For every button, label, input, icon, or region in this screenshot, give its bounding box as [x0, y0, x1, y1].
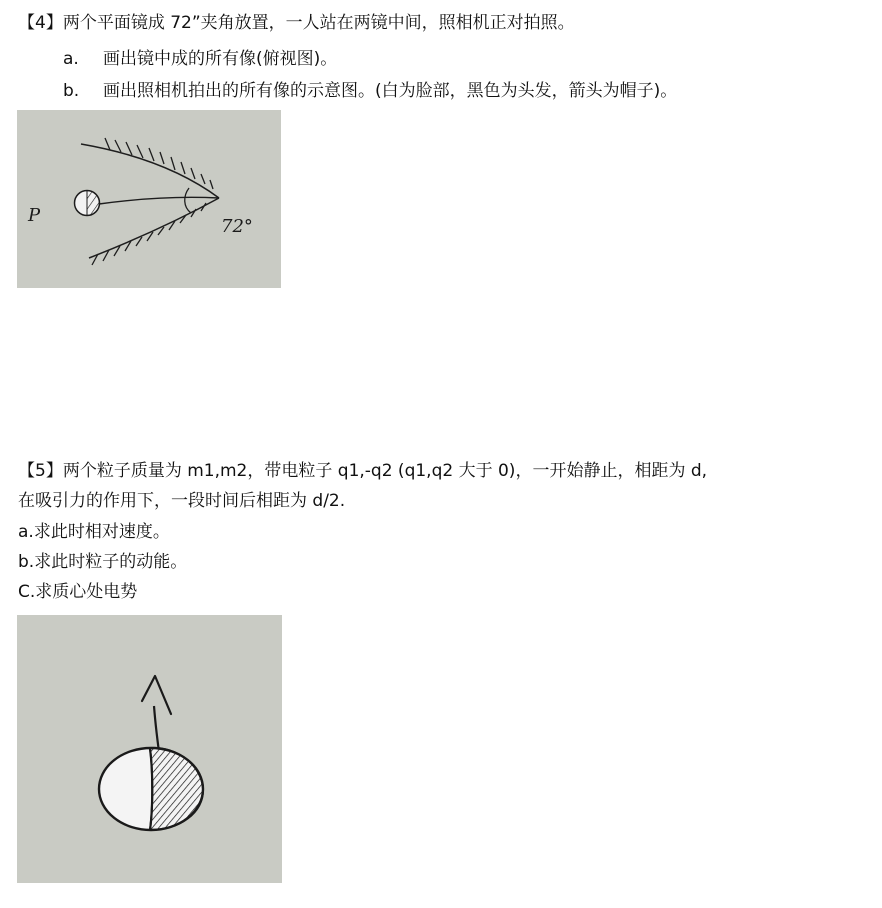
upper-mirror-hatch [105, 138, 213, 189]
problem4-heading: 【4】两个平面镜成 72”夹角放置，一人站在两镜中间，照相机正对拍照。 [18, 13, 575, 33]
mirror-sketch [17, 110, 281, 288]
problem4-item-a-marker: a. [63, 49, 79, 69]
problem4-item-b-text: 画出照相机拍出的所有像的示意图。(白为脸部，黑色为头发，箭头为帽子)。 [103, 81, 678, 101]
problem4-item-b-marker: b. [63, 81, 80, 101]
problem5-item-a: a.求此时相对速度。 [18, 522, 170, 542]
sketch-label-p: P [28, 205, 41, 226]
problem4-item-a-text: 画出镜中成的所有像(俯视图)。 [103, 49, 338, 69]
problem5-item-c: C.求质心处电势 [18, 582, 138, 602]
lower-mirror-line [89, 198, 219, 258]
sight-line [99, 197, 219, 204]
head-sketch [17, 615, 282, 883]
mirror-sketch-photo [17, 110, 281, 288]
angle-arc [185, 188, 191, 213]
head-hair [150, 748, 203, 830]
problem5-heading-line2: 在吸引力的作用下，一段时间后相距为 d/2. [18, 491, 346, 511]
sketch-label-angle: 72° [221, 216, 253, 237]
person-hair [87, 191, 99, 216]
problem5-item-b: b.求此时粒子的动能。 [18, 552, 188, 572]
problem5-heading-line1: 【5】两个粒子质量为 m1,m2，带电粒子 q1,-q2 (q1,q2 大于 0)，一开始静止，相距为 d, [18, 461, 708, 481]
arrow-head [142, 676, 171, 714]
lower-mirror-hatch [92, 203, 206, 265]
head-sketch-photo [17, 615, 282, 883]
